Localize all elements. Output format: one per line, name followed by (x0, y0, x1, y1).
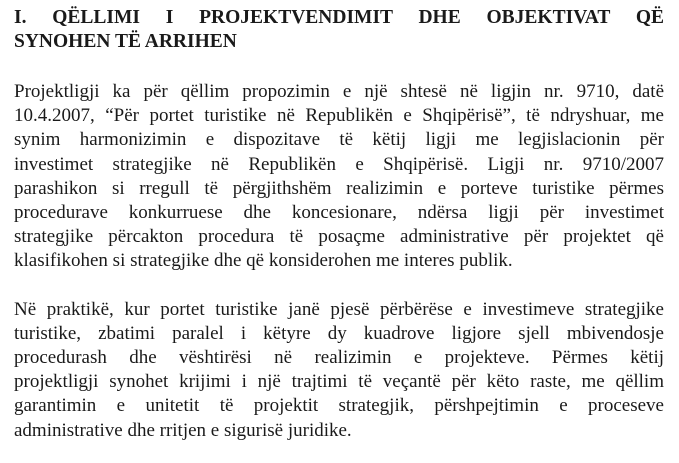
paragraph-line: strategjike përcakton procedura të posaçme administrative për projektet që (14, 226, 664, 248)
heading-line: I. QËLLIMI I PROJEKTVENDIMIT DHE OBJEKTIVAT QË (14, 7, 664, 28)
paragraph-line: investimet strategjike në Republikën e Shqipërisë. Ligji nr. 9710/2007 (14, 153, 664, 175)
paragraph-line: synim harmonizimin e dispozitave të këtij ligji me legjislacionin për (14, 129, 664, 151)
paragraph-line: klasifikohen si strategjike dhe që konsiderohen me interes publik. (14, 250, 513, 272)
document-page (14, 6, 664, 443)
paragraph-line: parashikon si rregull të përgjithshëm realizimin e porteve turistike përmes (14, 177, 664, 199)
paragraph-practice (14, 298, 664, 443)
paragraph-line: 10.4.2007, “Për portet turistike në Republikën e Shqipërisë”, të ndryshuar, me (14, 105, 664, 127)
paragraph-line: garantimin e unitetit të projektit strategjik, përshpejtimin e proceseve (14, 395, 664, 417)
heading-line: SYNOHEN TË ARRIHEN (14, 31, 237, 52)
paragraph-line: procedurave konkurruese dhe koncesionare, ndërsa ligji për investimet (14, 202, 664, 224)
paragraph-line: Projektligji ka për qëllim propozimin e një shtesë në ligjin nr. 9710, datë (14, 81, 664, 102)
paragraph-purpose (14, 80, 664, 274)
paragraph-line: Në praktikë, kur portet turistike janë pjesë përbërëse e investimeve strategjike (14, 298, 664, 320)
paragraph-line: turistike, zbatimi paralel i këtyre dy kuadrove ligjore sjell mbivendosje (14, 322, 664, 344)
section-heading (14, 6, 664, 54)
paragraph-line: projektligji synohet krijimi i një trajtimi të veçantë për këto raste, me qëllim (14, 371, 664, 393)
paragraph-line: procedurash dhe vështirësi në realizimin e projekteve. Përmes këtij (14, 347, 664, 369)
paragraph-line: administrative dhe rritjen e sigurisë juridike. (14, 419, 352, 441)
